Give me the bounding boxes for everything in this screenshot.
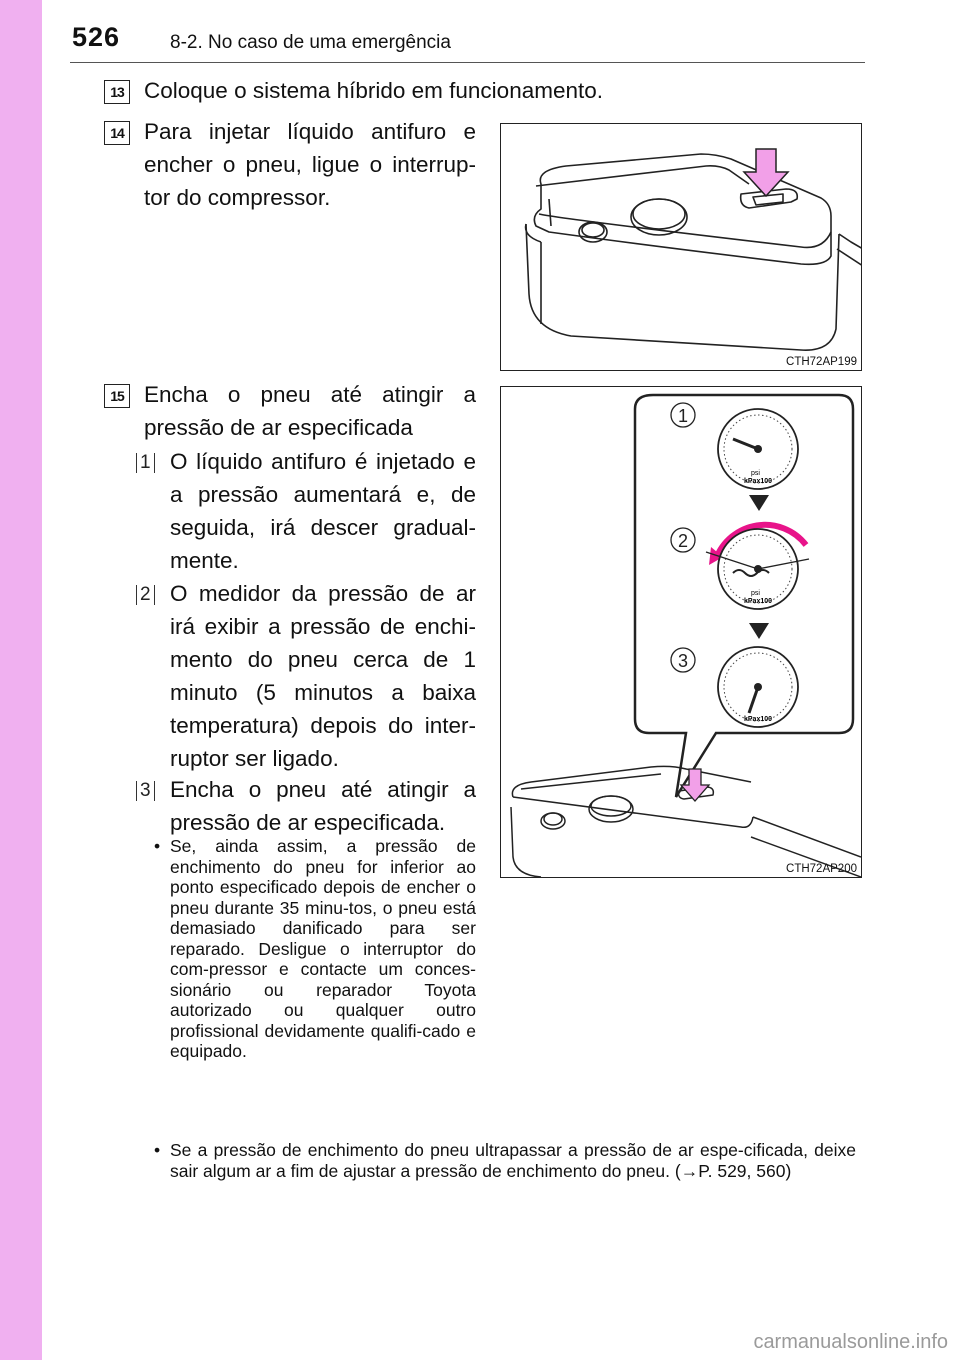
gauge-1 [718, 409, 798, 489]
figure-compressor-switch [500, 123, 862, 371]
callout-3: 3 [678, 651, 689, 671]
substep-1-badge: 1 [136, 452, 155, 474]
notes-list-narrow [146, 836, 476, 1062]
watermark: carmanualsonline.info [753, 1331, 948, 1353]
step-14-badge: 14 [104, 121, 130, 145]
step-15-badge: 15 [104, 384, 130, 408]
substep-3-badge: 3 [136, 780, 155, 802]
step-13-text: Coloque o sistema híbrido em funcionamento. [144, 78, 604, 103]
compressor-illustration [501, 124, 861, 370]
note-item: • Se, ainda assim, a pressão de enchimento do pneu for inferior ao ponto especificado depois de encher o pneu durante 35 minu-tos, o pneu está demasiado danificado para ser reparado. Desligue o interruptor do com-pressor e contacte um conces-sionário ou reparador Toyota autorizado ou qualquer outro profissional devidamente qualifi-cado e equipado. [146, 836, 476, 1062]
notes-list-wide [146, 1140, 856, 1181]
gauge-illustration [501, 387, 861, 877]
substep-2-badge: 2 [136, 584, 155, 606]
page-number: 526 [72, 22, 121, 52]
step-14-text: Para injetar líquido antifuro e encher o pneu, ligue o interrup-tor do compressor. [144, 119, 476, 210]
header-divider [70, 62, 865, 63]
figure-pressure-gauge [500, 386, 862, 878]
callout-1: 1 [678, 406, 689, 426]
gauge-3-unit-kpa: kPax100 [744, 716, 773, 723]
side-tab [0, 0, 42, 1360]
gauge-1-unit-kpa: kPax100 [744, 478, 773, 485]
substep-1-text: O líquido antifuro é injetado e a pressão aumentará e, de seguida, irá descer gradual-mente. [170, 449, 476, 573]
figure-2-label: CTH72AP200 [786, 863, 857, 875]
callout-2: 2 [678, 531, 689, 551]
substep-2-text: O medidor da pressão de ar irá exibir a pressão de enchi-mento do pneu cerca de 1 minuto (5 minutos a baixa temperatura) depois do inter-ruptor ser ligado. [170, 581, 476, 771]
gauge-3 [718, 647, 798, 727]
substep-3-text: Encha o pneu até atingir a pressão de ar especificada. [170, 777, 476, 835]
figure-1-label: CTH72AP199 [786, 356, 857, 368]
section-title: 8-2. No caso de uma emergência [170, 32, 451, 53]
gauge-1-unit-psi: psi [751, 470, 760, 477]
step-15-text: Encha o pneu até atingir a pressão de ar especificada [144, 382, 476, 440]
note-item: • Se a pressão de enchimento do pneu ultrapassar a pressão de ar espe-cificada, deixe sair algum ar a fim de ajustar a pressão de enchimento do pneu. (→P. 529, 560) [146, 1140, 856, 1181]
gauge-2-unit-kpa: kPax100 [744, 598, 773, 605]
gauge-2-unit-psi: psi [751, 590, 760, 597]
step-13-badge: 13 [104, 80, 130, 104]
